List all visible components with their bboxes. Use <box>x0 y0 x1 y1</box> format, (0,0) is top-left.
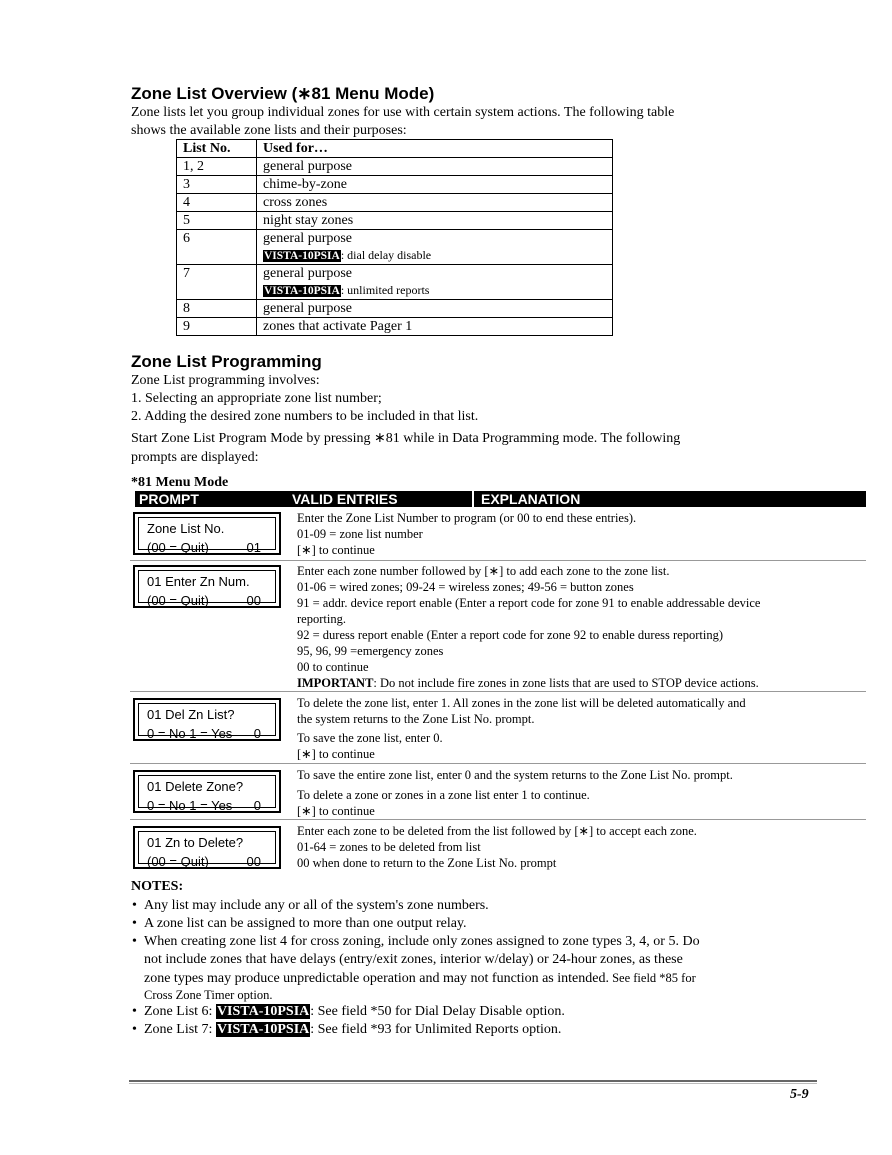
table-row: 6 general purpose VISTA-10PSIA: dial delay disable <box>177 230 613 265</box>
divider <box>130 560 866 561</box>
start-instructions: Start Zone List Program Mode by pressing ∗81 while in Data Programming mode. The following prompts are displayed: <box>131 431 681 465</box>
menu-header-bar <box>135 491 866 507</box>
footer-rule <box>129 1080 817 1082</box>
list-item: • Zone List 7: VISTA-10PSIA: See field *93 for Unlimited Reports option. <box>131 1021 821 1039</box>
notes-title: NOTES: <box>131 879 184 894</box>
programming-intro: Zone List programming involves: 1. Selecting an appropriate zone list number; 2. Adding the desired zone numbers to be included in that list. <box>131 373 479 424</box>
table-row: 5 night stay zones <box>177 212 613 230</box>
overview-intro: Zone lists let you group individual zones for use with certain system actions. The following table shows the available zone lists and their purposes: <box>131 105 675 138</box>
lcd-prompt-delete-zone: 01 Delete Zone? 0 = No 1 = Yes 0 <box>133 770 281 813</box>
col-header-used-for: Used for… <box>257 140 613 158</box>
model-badge: VISTA-10PSIA <box>264 250 340 262</box>
list-item: • Any list may include any or all of the system's zone numbers. <box>131 897 821 915</box>
model-badge: VISTA-10PSIA <box>264 285 340 297</box>
menu-mode-title: *81 Menu Mode <box>131 475 229 490</box>
col-header-valid-entries: VALID ENTRIES <box>292 491 398 507</box>
notes-list <box>131 897 821 1039</box>
divider <box>130 691 866 692</box>
table-row: 3 chime-by-zone <box>177 176 613 194</box>
col-header-prompt: PROMPT <box>139 491 199 507</box>
divider <box>130 819 866 820</box>
footer-rule-shadow <box>129 1083 817 1084</box>
table-row: 4 cross zones <box>177 194 613 212</box>
model-badge: VISTA-10PSIA <box>216 1022 310 1037</box>
prompt-explanation: Enter the Zone List Number to program (or 00 to end these entries). 01-09 = zone list number [∗] to continue <box>297 511 637 557</box>
section-title-programming: Zone List Programming <box>131 352 322 371</box>
prompt-explanation: To save the entire zone list, enter 0 and the system returns to the Zone List No. prompt. To delete a zone or zones in a zone list enter 1 to continue. [∗] to continue <box>297 768 733 818</box>
important-label: IMPORTANT <box>297 676 374 690</box>
table-header-row <box>177 140 613 158</box>
list-item: • Zone List 6: VISTA-10PSIA: See field *50 for Dial Delay Disable option. <box>131 1003 821 1021</box>
table-row: 1, 2 general purpose <box>177 158 613 176</box>
col-header-explanation: EXPLANATION <box>481 491 581 507</box>
page-number: 5-9 <box>790 1087 809 1102</box>
col-header-list-no: List No. <box>177 140 257 158</box>
table-row: 7 general purpose VISTA-10PSIA: unlimited reports <box>177 265 613 300</box>
lcd-prompt-zn-to-delete: 01 Zn to Delete? (00 = Quit) 00 <box>133 826 281 869</box>
table-row: 8 general purpose <box>177 300 613 318</box>
header-divider <box>472 491 474 507</box>
zone-list-table <box>176 139 613 336</box>
lcd-prompt-zone-list-no: Zone List No. (00 = Quit) 01 <box>133 512 281 555</box>
section-title-overview: Zone List Overview (∗81 Menu Mode) <box>131 84 435 103</box>
divider <box>130 763 866 764</box>
lcd-prompt-del-zn-list: 01 Del Zn List? 0 = No 1 = Yes 0 <box>133 698 281 741</box>
list-item: • When creating zone list 4 for cross zoning, include only zones assigned to zone types 3, 4, or 5. Do not include zones that have delays (entry/exit zones, interior w/delay) or 24-hour zones, as these zone types may produce unpredictable operation and may not function as intended. See field *85 for Cross Zone Timer option. <box>131 933 821 1003</box>
prompt-explanation: Enter each zone number followed by [∗] to add each zone to the zone list. 01-06 = wired zones; 09-24 = wireless zones; 49-56 = button zones 91 = addr. device report enable (Enter a report code for zone 91 to enable addressable device reporting. 92 = duress report enable (Enter a report code for zone 92 to enable duress reporting) 95, 96, 99 =emergency zones 00 to continue IMPORTANT: Do not include fire zones in zone lists that are used to STOP device actions. <box>297 564 761 690</box>
model-badge: VISTA-10PSIA <box>216 1004 310 1019</box>
table-row: 9 zones that activate Pager 1 <box>177 318 613 336</box>
lcd-prompt-enter-zn-num: 01 Enter Zn Num. (00 = Quit) 00 <box>133 565 281 608</box>
prompt-explanation: To delete the zone list, enter 1. All zones in the zone list will be deleted automatically and the system returns to the Zone List No. prompt. To save the zone list, enter 0. [∗] to continue <box>297 696 746 761</box>
list-item: • A zone list can be assigned to more than one output relay. <box>131 915 821 933</box>
prompt-explanation: Enter each zone to be deleted from the list followed by [∗] to accept each zone. 01-64 = zones to be deleted from list 00 when done to return to the Zone List No. prompt <box>297 824 697 870</box>
